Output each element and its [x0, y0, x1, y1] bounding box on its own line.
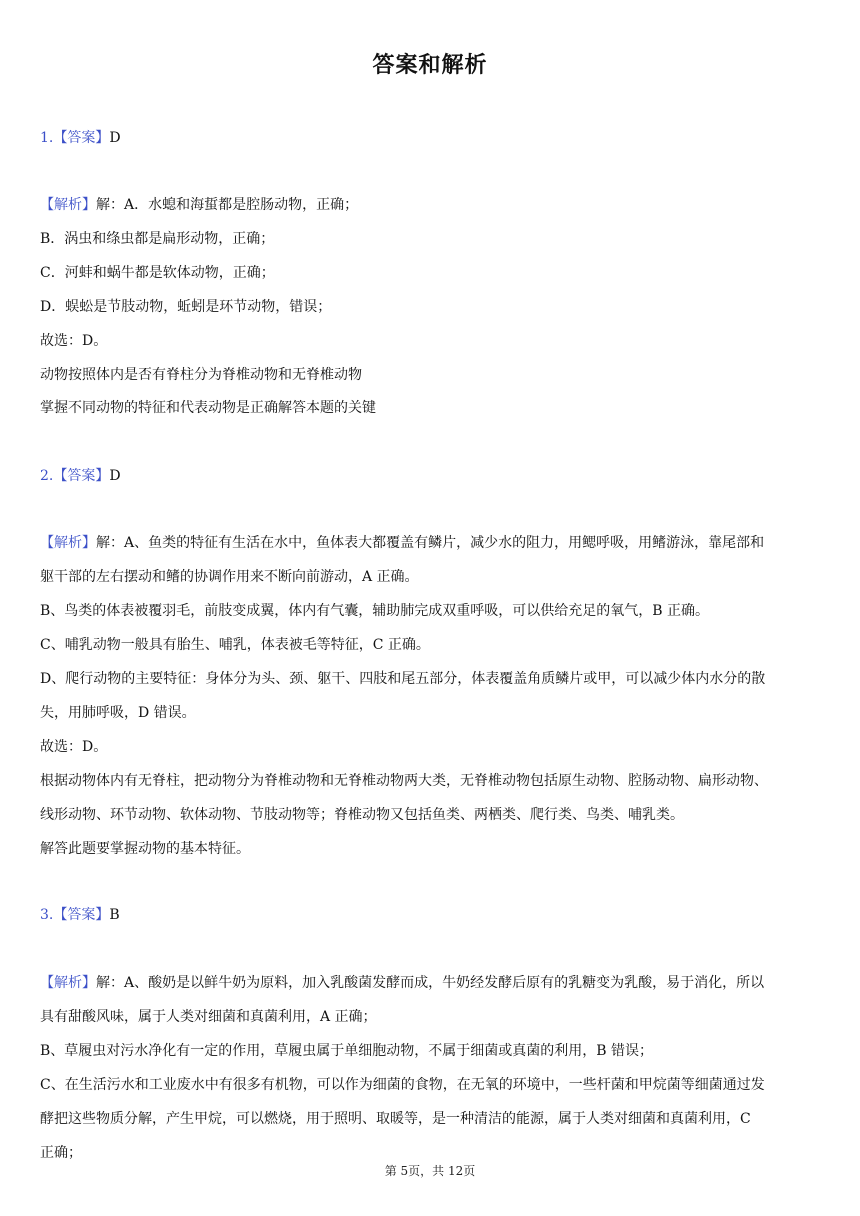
q1-number: 1. [40, 130, 54, 146]
q1-answer-line [40, 128, 825, 148]
q1-text-0: 解：A．水螅和海蜇都是腔肠动物，正确； [96, 197, 359, 213]
q2-text-9: 解答此题要掌握动物的基本特征。 [40, 841, 250, 857]
q3-text-3: C、在生活污水和工业废水中有很多有机物，可以作为细菌的食物，在无氧的环境中，一些杆菌和甲烷菌等细菌通过发 [40, 1077, 765, 1093]
q2-text-8: 线形动物、环节动物、软体动物、节肢动物等；脊椎动物又包括鱼类、两栖类、爬行类、鸟类、哺乳类。 [40, 807, 684, 823]
page-title: 答案和解析 [372, 53, 488, 78]
q1-text-1: B．涡虫和绦虫都是扁形动物，正确； [40, 231, 275, 247]
q1-answer: D [109, 130, 121, 146]
q2-text-4: D、爬行动物的主要特征：身体分为头、颈、躯干、四肢和尾五部分，体表覆盖角质鳞片或甲，可以减少体内水分的散 [40, 671, 766, 687]
q1-text-6: 掌握不同动物的特征和代表动物是正确解答本题的关键 [40, 400, 376, 416]
q2-text-6: 故选：D。 [40, 739, 108, 755]
q2-answer: D [109, 468, 121, 484]
q2-text-1: 躯干部的左右摆动和鳍的协调作用来不断向前游动，A 正确。 [40, 569, 419, 585]
q1-text-5: 动物按照体内是否有脊柱分为脊椎动物和无脊椎动物 [40, 367, 362, 383]
analysis-tag: 【解析】 [40, 197, 96, 213]
q3-text-0: 解：A、酸奶是以鲜牛奶为原料，加入乳酸菌发酵而成，牛奶经发酵后原有的乳糖变为乳酸，易于消化，所以 [96, 975, 765, 991]
q3-answer: B [109, 907, 120, 923]
q3-text-5: 正确； [40, 1145, 82, 1161]
q2-answer-line [40, 466, 825, 486]
q2-text-2: B、鸟类的体表被覆羽毛，前肢变成翼，体内有气囊，辅助肺完成双重呼吸，可以供给充足的氧气，B 正确。 [40, 603, 710, 619]
q3-answer-line [40, 905, 825, 925]
page-footer: 第 5页，共 12页 [384, 1164, 476, 1178]
q2-number: 2. [40, 468, 54, 484]
q2-analysis-line [40, 533, 825, 553]
q3-text-2: B、草履虫对污水净化有一定的作用，草履虫属于单细胞动物，不属于细菌或真菌的利用，B 错误； [40, 1043, 654, 1059]
analysis-tag: 【解析】 [40, 975, 96, 991]
q3-text-1: 具有甜酸风味，属于人类对细菌和真菌利用，A 正确； [40, 1009, 377, 1025]
q2-text-3: C、哺乳动物一般具有胎生、哺乳，体表被毛等特征，C 正确。 [40, 637, 430, 653]
q1-text-3: D．蜈蚣是节肢动物，蚯蚓是环节动物，错误； [40, 299, 332, 315]
q1-text-2: C．河蚌和蜗牛都是软体动物，正确； [40, 265, 275, 281]
answer-tag: 【答案】 [53, 907, 110, 923]
answer-tag: 【答案】 [53, 468, 110, 484]
q2-text-7: 根据动物体内有无脊柱，把动物分为脊椎动物和无脊椎动物两大类，无脊椎动物包括原生动物、腔肠动物、扁形动物、 [40, 773, 768, 789]
q2-text-0: 解：A、鱼类的特征有生活在水中，鱼体表大都覆盖有鳞片，减少水的阻力，用鳃呼吸，用鳍游泳，靠尾部和 [96, 535, 765, 551]
q1-analysis-line [40, 195, 825, 215]
q3-number: 3. [40, 907, 54, 923]
answer-tag: 【答案】 [53, 130, 110, 146]
q2-text-5: 失，用肺呼吸，D 错误。 [40, 705, 196, 721]
q3-analysis-line [40, 973, 825, 993]
q3-text-4: 酵把这些物质分解，产生甲烷，可以燃烧，用于照明、取暖等，是一种清洁的能源，属于人类对细菌和真菌利用，C [40, 1111, 751, 1127]
analysis-tag: 【解析】 [40, 535, 96, 551]
q1-text-4: 故选：D。 [40, 333, 108, 349]
